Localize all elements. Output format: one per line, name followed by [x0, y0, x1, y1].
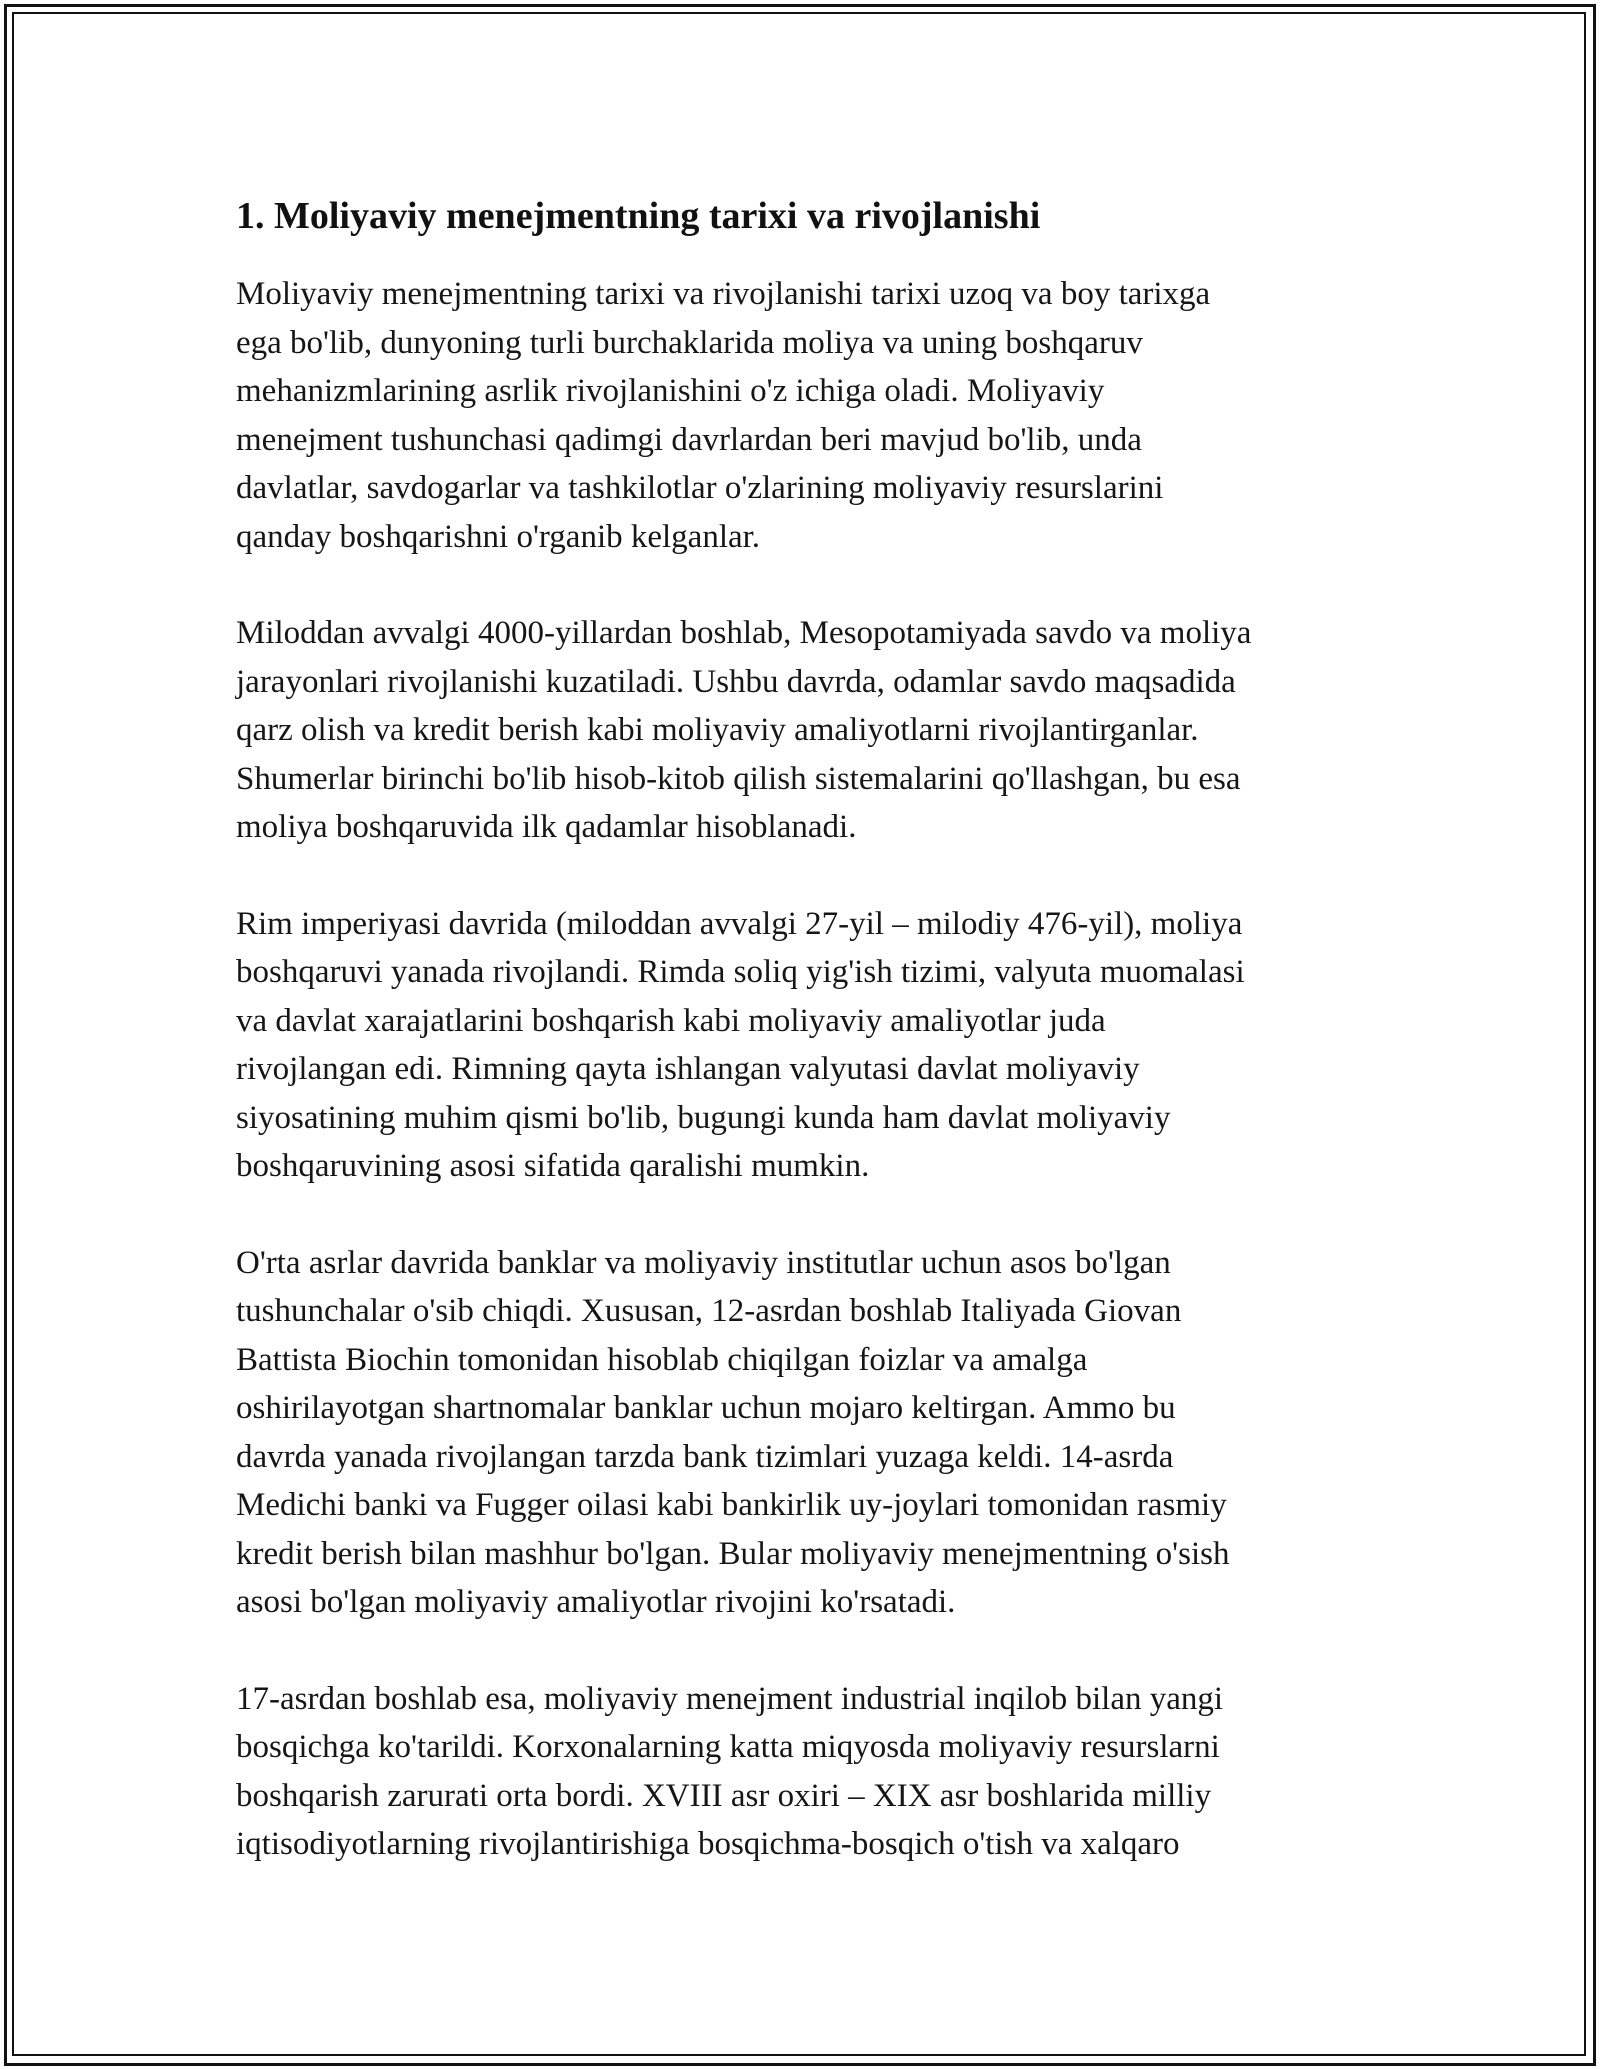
text-line: qanday boshqarishni o'rganib kelganlar. — [236, 518, 761, 555]
paragraph — [236, 1675, 1376, 1869]
text-line: Moliyaviy menejmentning tarixi va rivojlanishi tarixi uzoq va boy tarixga — [236, 276, 1211, 312]
text-line: va davlat xarajatlarini boshqarish kabi moliyaviy amaliyotlar juda — [236, 1002, 1106, 1039]
paragraph — [236, 270, 1376, 561]
paragraph — [236, 900, 1376, 1191]
text-line: oshirilayotgan shartnomalar banklar uchun mojaro keltirgan. Ammo bu — [236, 1390, 1176, 1426]
text-line: boshqaruvi yanada rivojlandi. Rimda soliq yig'ish tizimi, valyuta muomalasi — [236, 954, 1245, 990]
text-line: menejment tushunchasi qadimgi davrlardan beri mavjud bo'lib, unda — [236, 421, 1142, 458]
text-line: Rim imperiyasi davrida (miloddan avvalgi 27-yil – milodiy 476-yil), moliya — [236, 905, 1243, 942]
text-line: Miloddan avvalgi 4000-yillardan boshlab, Mesopotamiyada savdo va moliya — [236, 615, 1252, 651]
text-line: iqtisodiyotlarning rivojlantirishiga bosqichma-bosqich o'tish va xalqaro — [236, 1826, 1180, 1862]
text-line: boshqarish zarurati orta bordi. XVIII asr oxiri – XIX asr boshlarida milliy — [236, 1777, 1212, 1814]
text-line: siyosatining muhim qismi bo'lib, bugungi kunda ham davlat moliyaviy — [236, 1099, 1171, 1136]
text-line: qarz olish va kredit berish kabi moliyaviy amaliyotlarni rivojlantirganlar. — [236, 712, 1199, 748]
paragraph-list — [236, 270, 1376, 1869]
text-line: O'rta asrlar davrida banklar va moliyaviy institutlar uchun asos bo'lgan — [236, 1244, 1171, 1281]
paragraph — [236, 1239, 1376, 1627]
section-heading: 1. Moliyaviy menejmentning tarixi va rivojlanishi — [236, 195, 1041, 237]
text-line: 17-asrdan boshlab esa, moliyaviy menejment industrial inqilob bilan yangi — [236, 1680, 1224, 1717]
text-line: boshqaruvining asosi sifatida qaralishi mumkin. — [236, 1148, 870, 1184]
text-line: asosi bo'lgan moliyaviy amaliyotlar rivojini ko'rsatadi. — [236, 1584, 956, 1620]
text-line: davlatlar, savdogarlar va tashkilotlar o'zlarining moliyaviy resurslarini — [236, 470, 1164, 506]
text-line: Shumerlar birinchi bo'lib hisob-kitob qilish sistemalarini qo'llashgan, bu esa — [236, 760, 1241, 797]
text-line: Medichi banki va Fugger oilasi kabi bankirlik uy-joylari tomonidan rasmiy — [236, 1487, 1227, 1523]
text-line: Battista Biochin tomonidan hisoblab chiqilgan foizlar va amalga — [236, 1341, 1088, 1378]
paragraph — [236, 609, 1376, 852]
text-line: mehanizmlarining asrlik rivojlanishini o'z ichiga oladi. Moliyaviy — [236, 373, 1105, 409]
text-line: kredit berish bilan mashhur bo'lgan. Bular moliyaviy menejmentning o'sish — [236, 1535, 1230, 1572]
text-line: jarayonlari rivojlanishi kuzatiladi. Ushbu davrda, odamlar savdo maqsadida — [236, 663, 1236, 700]
text-line: moliya boshqaruvida ilk qadamlar hisoblanadi. — [236, 809, 857, 845]
text-line: davrda yanada rivojlangan tarzda bank tizimlari yuzaga keldi. 14-asrda — [236, 1438, 1174, 1475]
text-line: bosqichga ko'tarildi. Korxonalarning katta miqyosda moliyaviy resurslarni — [236, 1729, 1220, 1765]
text-line: ega bo'lib, dunyoning turli burchaklarida moliya va uning boshqaruv — [236, 324, 1143, 361]
document-body — [236, 188, 1376, 1917]
text-line: tushunchalar o'sib chiqdi. Xususan, 12-asrdan boshlab Italiyada Giovan — [236, 1293, 1182, 1329]
text-line: rivojlangan edi. Rimning qayta ishlangan valyutasi davlat moliyaviy — [236, 1051, 1140, 1087]
